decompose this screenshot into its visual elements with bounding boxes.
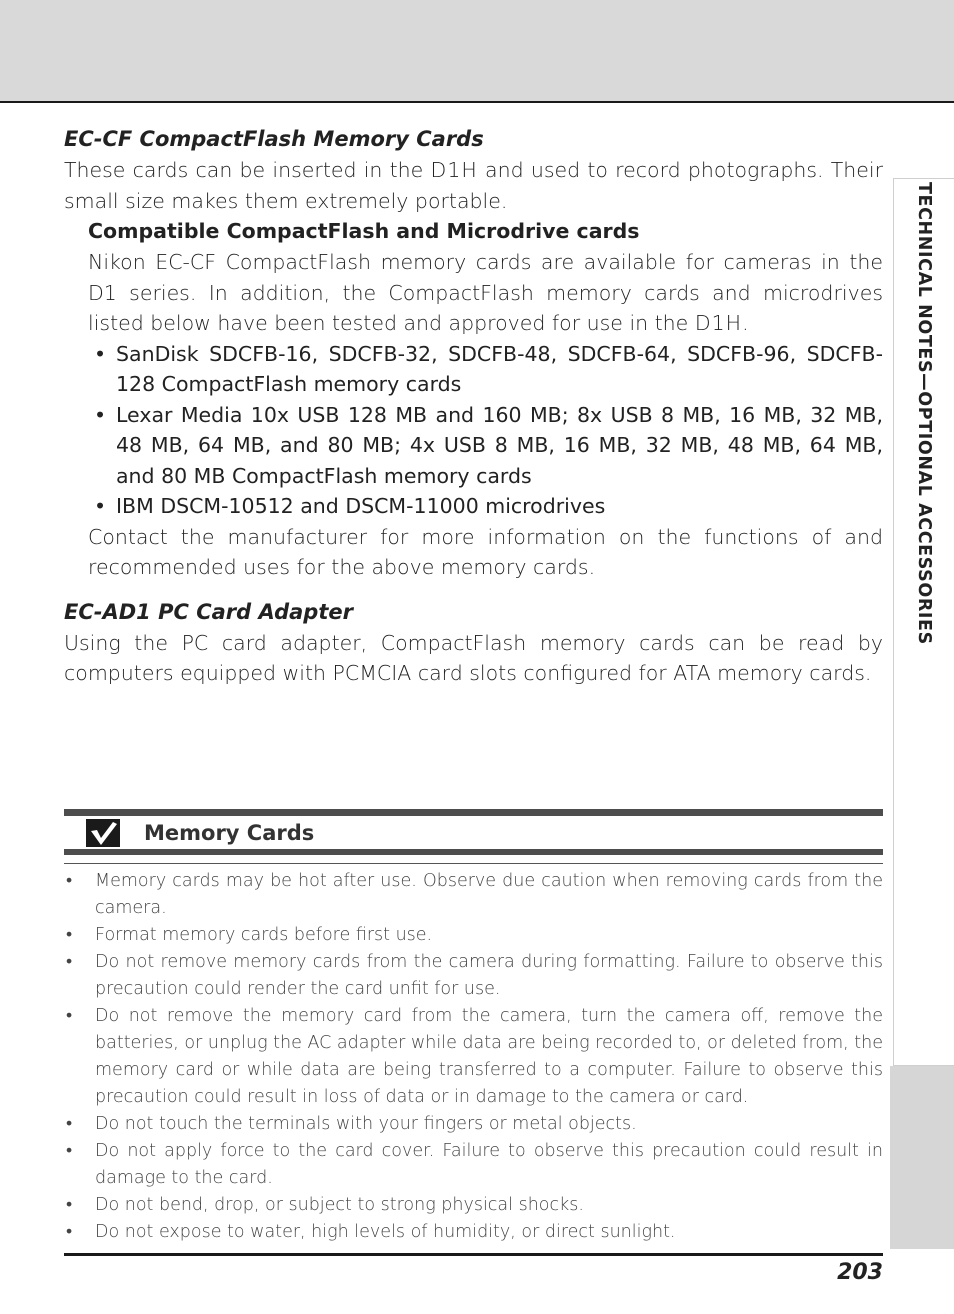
section-heading-ec-ad1: EC-AD1 PC Card Adapter — [64, 599, 353, 624]
compatible-cards-block — [88, 216, 883, 583]
list-item: • SanDisk SDCFB-16, SDCFB-32, SDCFB-48, SDCFB-64, SDCFB-96, SDCFB-128 CompactFlash memory cards — [88, 339, 883, 400]
list-item: • Do not remove memory cards from the camera during formatting. Failure to observe this precaution could render the card unfit for use. — [64, 949, 883, 1003]
box-title: Memory Cards — [144, 820, 315, 845]
main-content — [64, 124, 883, 689]
list-item: • IBM DSCM-10512 and DSCM-11000 microdrives — [88, 491, 883, 522]
list-item: • Do not touch the terminals with your fingers or metal objects. — [64, 1111, 883, 1138]
compatible-text-a: Nikon EC-CF CompactFlash memory cards are available for cameras in the D1 series. In addition, the CompactFlash memory cards and microdrives listed below have been tested and approved for use in the — [88, 250, 883, 335]
list-item: • Format memory cards before first use. — [64, 922, 883, 949]
list-item: • Lexar Media 10x USB 128 MB and 160 MB; 8x USB 8 MB, 16 MB, 32 MB, 48 MB, 64 MB, and 80 MB; 4x USB 8 MB, 16 MB, 32 MB, 48 MB, 64 MB, and 80 MB CompactFlash memory cards — [88, 400, 883, 492]
list-item: • Do not bend, drop, or subject to strong physical shocks. — [64, 1192, 883, 1219]
checkmark-icon — [86, 819, 120, 847]
section-heading-ec-cf: EC-CF CompactFlash Memory Cards — [64, 127, 484, 151]
box-bottom-bar — [64, 849, 883, 855]
card-list — [88, 339, 883, 522]
list-item: • Memory cards may be hot after use. Observe due caution when removing cards from the camera. — [64, 868, 883, 922]
intro-text-b: and used to record photographs. Their small size makes them extremely portable. — [64, 158, 884, 213]
intro-text-a: These cards can be inserted in the — [64, 158, 431, 182]
list-item: • Do not expose to water, high levels of humidity, or direct sunlight. — [64, 1219, 883, 1246]
header-rule — [0, 101, 954, 103]
memory-notes-list — [64, 868, 883, 1246]
sub-heading: Compatible CompactFlash and Microdrive cards — [88, 219, 640, 243]
adapter-para: Using the PC card adapter, CompactFlash memory cards can be read by computers equipped with PCMCIA card slots configured for ATA memory cards. — [64, 630, 883, 685]
side-tab-label: TECHNICAL NOTES—OPTIONAL ACCESSORIES — [914, 182, 934, 645]
compatible-text-b: . — [742, 311, 749, 335]
box-top-bar — [64, 809, 883, 816]
memory-cards-box — [64, 809, 883, 864]
list-item: • Do not apply force to the card cover. Failure to observe this precaution could result in damage to the card. — [64, 1138, 883, 1192]
compatible-para — [88, 247, 883, 339]
section-intro — [64, 155, 883, 216]
side-tab-marker — [890, 1066, 954, 1249]
box-header — [64, 816, 883, 849]
header-band — [0, 0, 954, 101]
box-thin-rule — [64, 863, 883, 864]
page-number: 203 — [837, 1260, 883, 1285]
footer-rule — [64, 1253, 883, 1256]
contact-para: Contact the manufacturer for more information on the functions of and recommended uses for the above memory cards. — [88, 524, 883, 579]
camera-model-2: D1H — [694, 311, 743, 335]
list-item: • Do not remove the memory card from the camera, turn the camera off, remove the batteries, or unplug the AC adapter while data are being recorded to, or deleted from, the memory card or while data are being transferred to a computer. Failure to observe this precaution could result in loss of data or in damage to the camera or card. — [64, 1003, 883, 1111]
camera-model: D1H — [430, 158, 478, 182]
